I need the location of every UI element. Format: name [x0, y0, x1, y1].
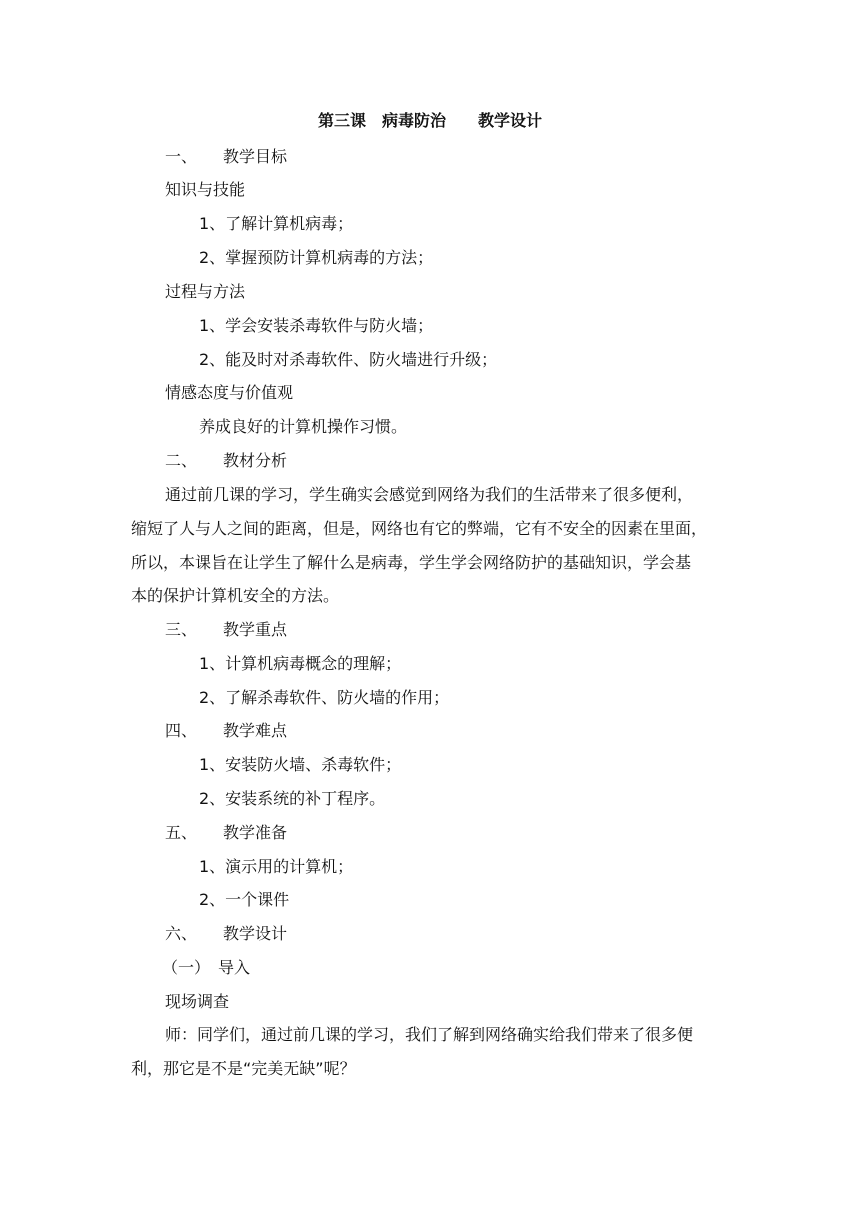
- intro-title: 导入: [218, 958, 251, 977]
- process-item-1: 1、学会安装杀毒软件与防火墙；: [199, 316, 434, 335]
- section-3-number: 三、: [165, 620, 198, 639]
- section-1-title: 教学目标: [223, 147, 288, 166]
- section-4-heading: [165, 721, 287, 741]
- analysis-line-3: 所以，本课旨在让学生了解什么是病毒，学生学会网络防护的基础知识，学会基: [131, 553, 692, 572]
- focus-item-2: 2、了解杀毒软件、防火墙的作用；: [199, 688, 450, 707]
- emotion-text: 养成良好的计算机操作习惯。: [199, 417, 408, 436]
- focus-item-1: 1、计算机病毒概念的理解；: [199, 654, 402, 673]
- difficulty-item-2: 2、安装系统的补丁程序。: [199, 789, 386, 808]
- preparation-item-1: 1、演示用的计算机；: [199, 857, 354, 876]
- teacher-line-1: 师：同学们，通过前几课的学习，我们了解到网络确实给我们带来了很多便: [165, 1025, 694, 1044]
- process-heading: 过程与方法: [165, 282, 246, 301]
- section-2-number: 二、: [165, 451, 198, 470]
- section-1-heading: [165, 147, 287, 167]
- knowledge-item-1: 1、了解计算机病毒；: [199, 214, 354, 233]
- knowledge-item-2: 2、掌握预防计算机病毒的方法；: [199, 248, 434, 267]
- process-item-2: 2、能及时对杀毒软件、防火墙进行升级；: [199, 350, 498, 369]
- intro-label: （一）: [162, 958, 211, 977]
- teacher-line-2: 利，那它是不是“完美无缺”呢？: [131, 1059, 356, 1078]
- emotion-heading: 情感态度与价值观: [165, 383, 294, 402]
- section-2-title: 教材分析: [223, 451, 288, 470]
- section-4-number: 四、: [165, 721, 198, 740]
- section-6-number: 六、: [165, 924, 198, 943]
- preparation-item-2: 2、一个课件: [199, 890, 290, 909]
- document-title: 第三课 病毒防治 教学设计: [317, 111, 542, 130]
- section-6-heading: [165, 924, 287, 944]
- section-2-heading: [165, 451, 287, 471]
- analysis-line-2: 缩短了人与人之间的距离，但是，网络也有它的弊端，它有不安全的因素在里面，: [131, 519, 708, 538]
- section-1-number: 一、: [165, 147, 198, 166]
- knowledge-heading: 知识与技能: [165, 180, 246, 199]
- analysis-line-4: 本的保护计算机安全的方法。: [131, 586, 340, 605]
- analysis-line-1: 通过前几课的学习，学生确实会感觉到网络为我们的生活带来了很多便利，: [165, 485, 694, 504]
- section-4-title: 教学难点: [223, 721, 288, 740]
- section-3-title: 教学重点: [223, 620, 288, 639]
- intro-heading: [162, 958, 250, 978]
- section-3-heading: [165, 620, 287, 640]
- section-6-title: 教学设计: [223, 924, 288, 943]
- difficulty-item-1: 1、安装防火墙、杀毒软件；: [199, 755, 402, 774]
- section-5-number: 五、: [165, 823, 198, 842]
- section-5-heading: [165, 823, 287, 843]
- section-5-title: 教学准备: [223, 823, 288, 842]
- survey-heading: 现场调查: [165, 992, 230, 1011]
